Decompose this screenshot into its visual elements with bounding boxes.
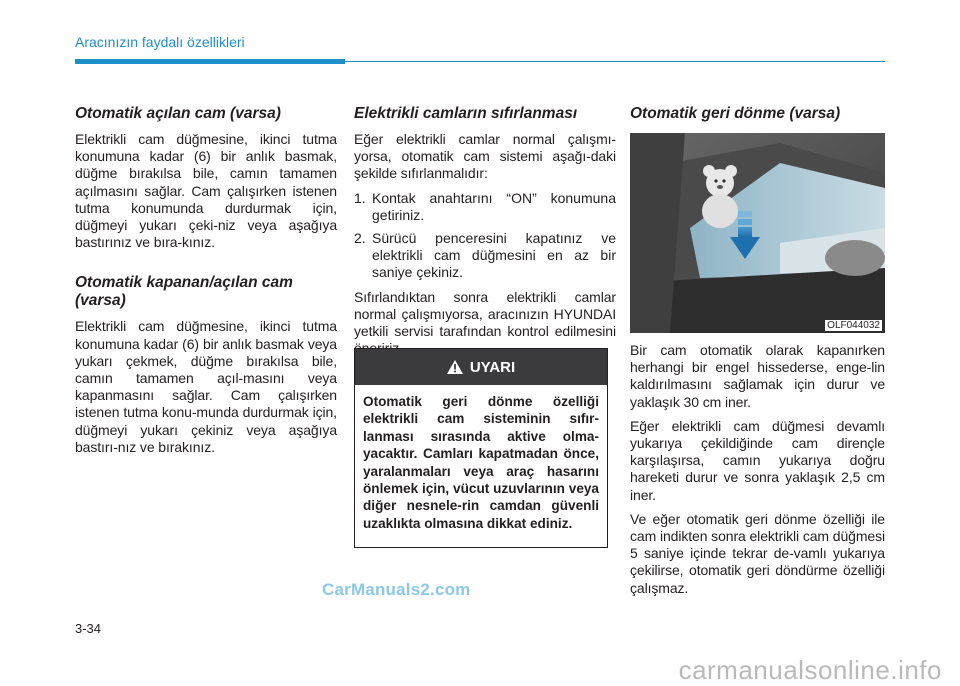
page-number: 3-34 [75, 621, 102, 636]
paragraph-auto-reverse-1: Bir cam otomatik olarak kapanırken herhangi bir engel hissederse, enge-lin kaldırılmasını sağlamak için durur ve yaklaşık 30 cm iner. [630, 342, 885, 410]
warning-box [354, 348, 608, 548]
step-text: Sürücü penceresini kapatınız ve elektrikli cam düğmesini en az bir saniye çekiniz. [372, 230, 616, 281]
section-title: Aracınızın faydalı özellikleri [75, 34, 245, 50]
footer-watermark-text: carmanualsonline.info [678, 655, 942, 685]
header-divider-line [345, 61, 885, 62]
paragraph-reset-outro: Sıfırlandıktan sonra elektrikli camlar normal çalışmıyorsa, aracınızın HYUNDAI yetkili servisi tarafından kontrol edilmesini [354, 288, 616, 340]
heading-auto-down-window: Otomatik açılan cam (varsa) [75, 105, 281, 122]
watermark-link[interactable]: CarManuals2.com [322, 580, 471, 599]
column-1 [75, 105, 337, 463]
step-number: 2. [354, 230, 366, 247]
column-3 [630, 105, 885, 131]
column-2 [354, 105, 616, 364]
heading-window-reset: Elektrikli camların sıfırlanması [354, 105, 578, 122]
warning-text: Otomatik geri dönme özelliği elektrikli cam sisteminin sıfır-lanması sırasında aktive olma-yacaktır. Camları kapatmadan önce, yaralanmaları veya araç hasarını önlemek için, vücut uzuvlarının veya diğer nesnele-rin camdan güvenli uzaklıkta olmasına dikkat ediniz. [363, 394, 599, 531]
list-item [354, 190, 616, 224]
paragraph-auto-reverse-3: Ve eğer otomatik geri dönme özelliği ile cam indikten sonra elektrikli cam düğmesi 5 saniye içinde tekrar de-vamlı yukarıya çekilirse, otomatik geri döndürme özelliği çalışmaz. [630, 510, 886, 596]
warning-label: UYARI [469, 358, 516, 376]
step-text: Kontak anahtarını “ON” konumuna getiriniz. [372, 189, 616, 223]
paragraph-auto-down-window: Elektrikli cam düğmesine, ikinci tutma konumuna kadar (6) bir anlık basmak, düğme bırakılsa bile, camın tamamen açılmasını sağlar. Cam çalışırken istenen tutma konumunda durdurmak için, düğmeyi yukarı çeki-niz veya aşağıya bastırınız ve bıra-kınız. [75, 131, 337, 251]
reset-steps-list [354, 190, 616, 282]
paragraph-reset-intro: Eğer elektrikli camlar normal çalışmı-yorsa, otomatik cam sistemi aşağı-daki şekilde sıfırlanmalıdır: [354, 131, 616, 182]
column-3-body [630, 342, 885, 604]
footer-watermark [0, 655, 960, 685]
figure-code: OLF044032 [827, 320, 880, 331]
paragraph-auto-up-down-window: Elektrikli cam düğmesine, ikinci tutma konumuna kadar (6) bir anlık basmak veya yukarı çekmek, düğme bırakılsa bile, camın tamamen açıl-masını veya kapanmasını sağlar. Cam çalışırken istenen tutma konu-munda durdurmak için, düğmeyi yukarı çekiniz veya aşağıya bastırı-nız ve bırakınız. [75, 318, 337, 455]
header-divider-accent [75, 59, 345, 64]
paragraph-auto-reverse-2: Eğer elektrikli cam düğmesi devamlı yukarıya çekildiğinde cam dirençle karşılaşırsa, camın yukarıya doğru hareketi durur ve sonra yaklaşık 2,5 cm iner. [630, 417, 885, 503]
heading-auto-up-down-window: Otomatik kapanan/açılan cam (varsa) [75, 274, 293, 310]
car-window-photo [630, 133, 885, 333]
warning-triangle-icon [447, 360, 463, 374]
warning-header [355, 349, 607, 385]
step-number: 1. [354, 189, 366, 206]
auto-reverse-illustration [630, 133, 885, 333]
heading-auto-reverse: Otomatik geri dönme (varsa) [630, 105, 841, 122]
list-item [354, 230, 616, 282]
